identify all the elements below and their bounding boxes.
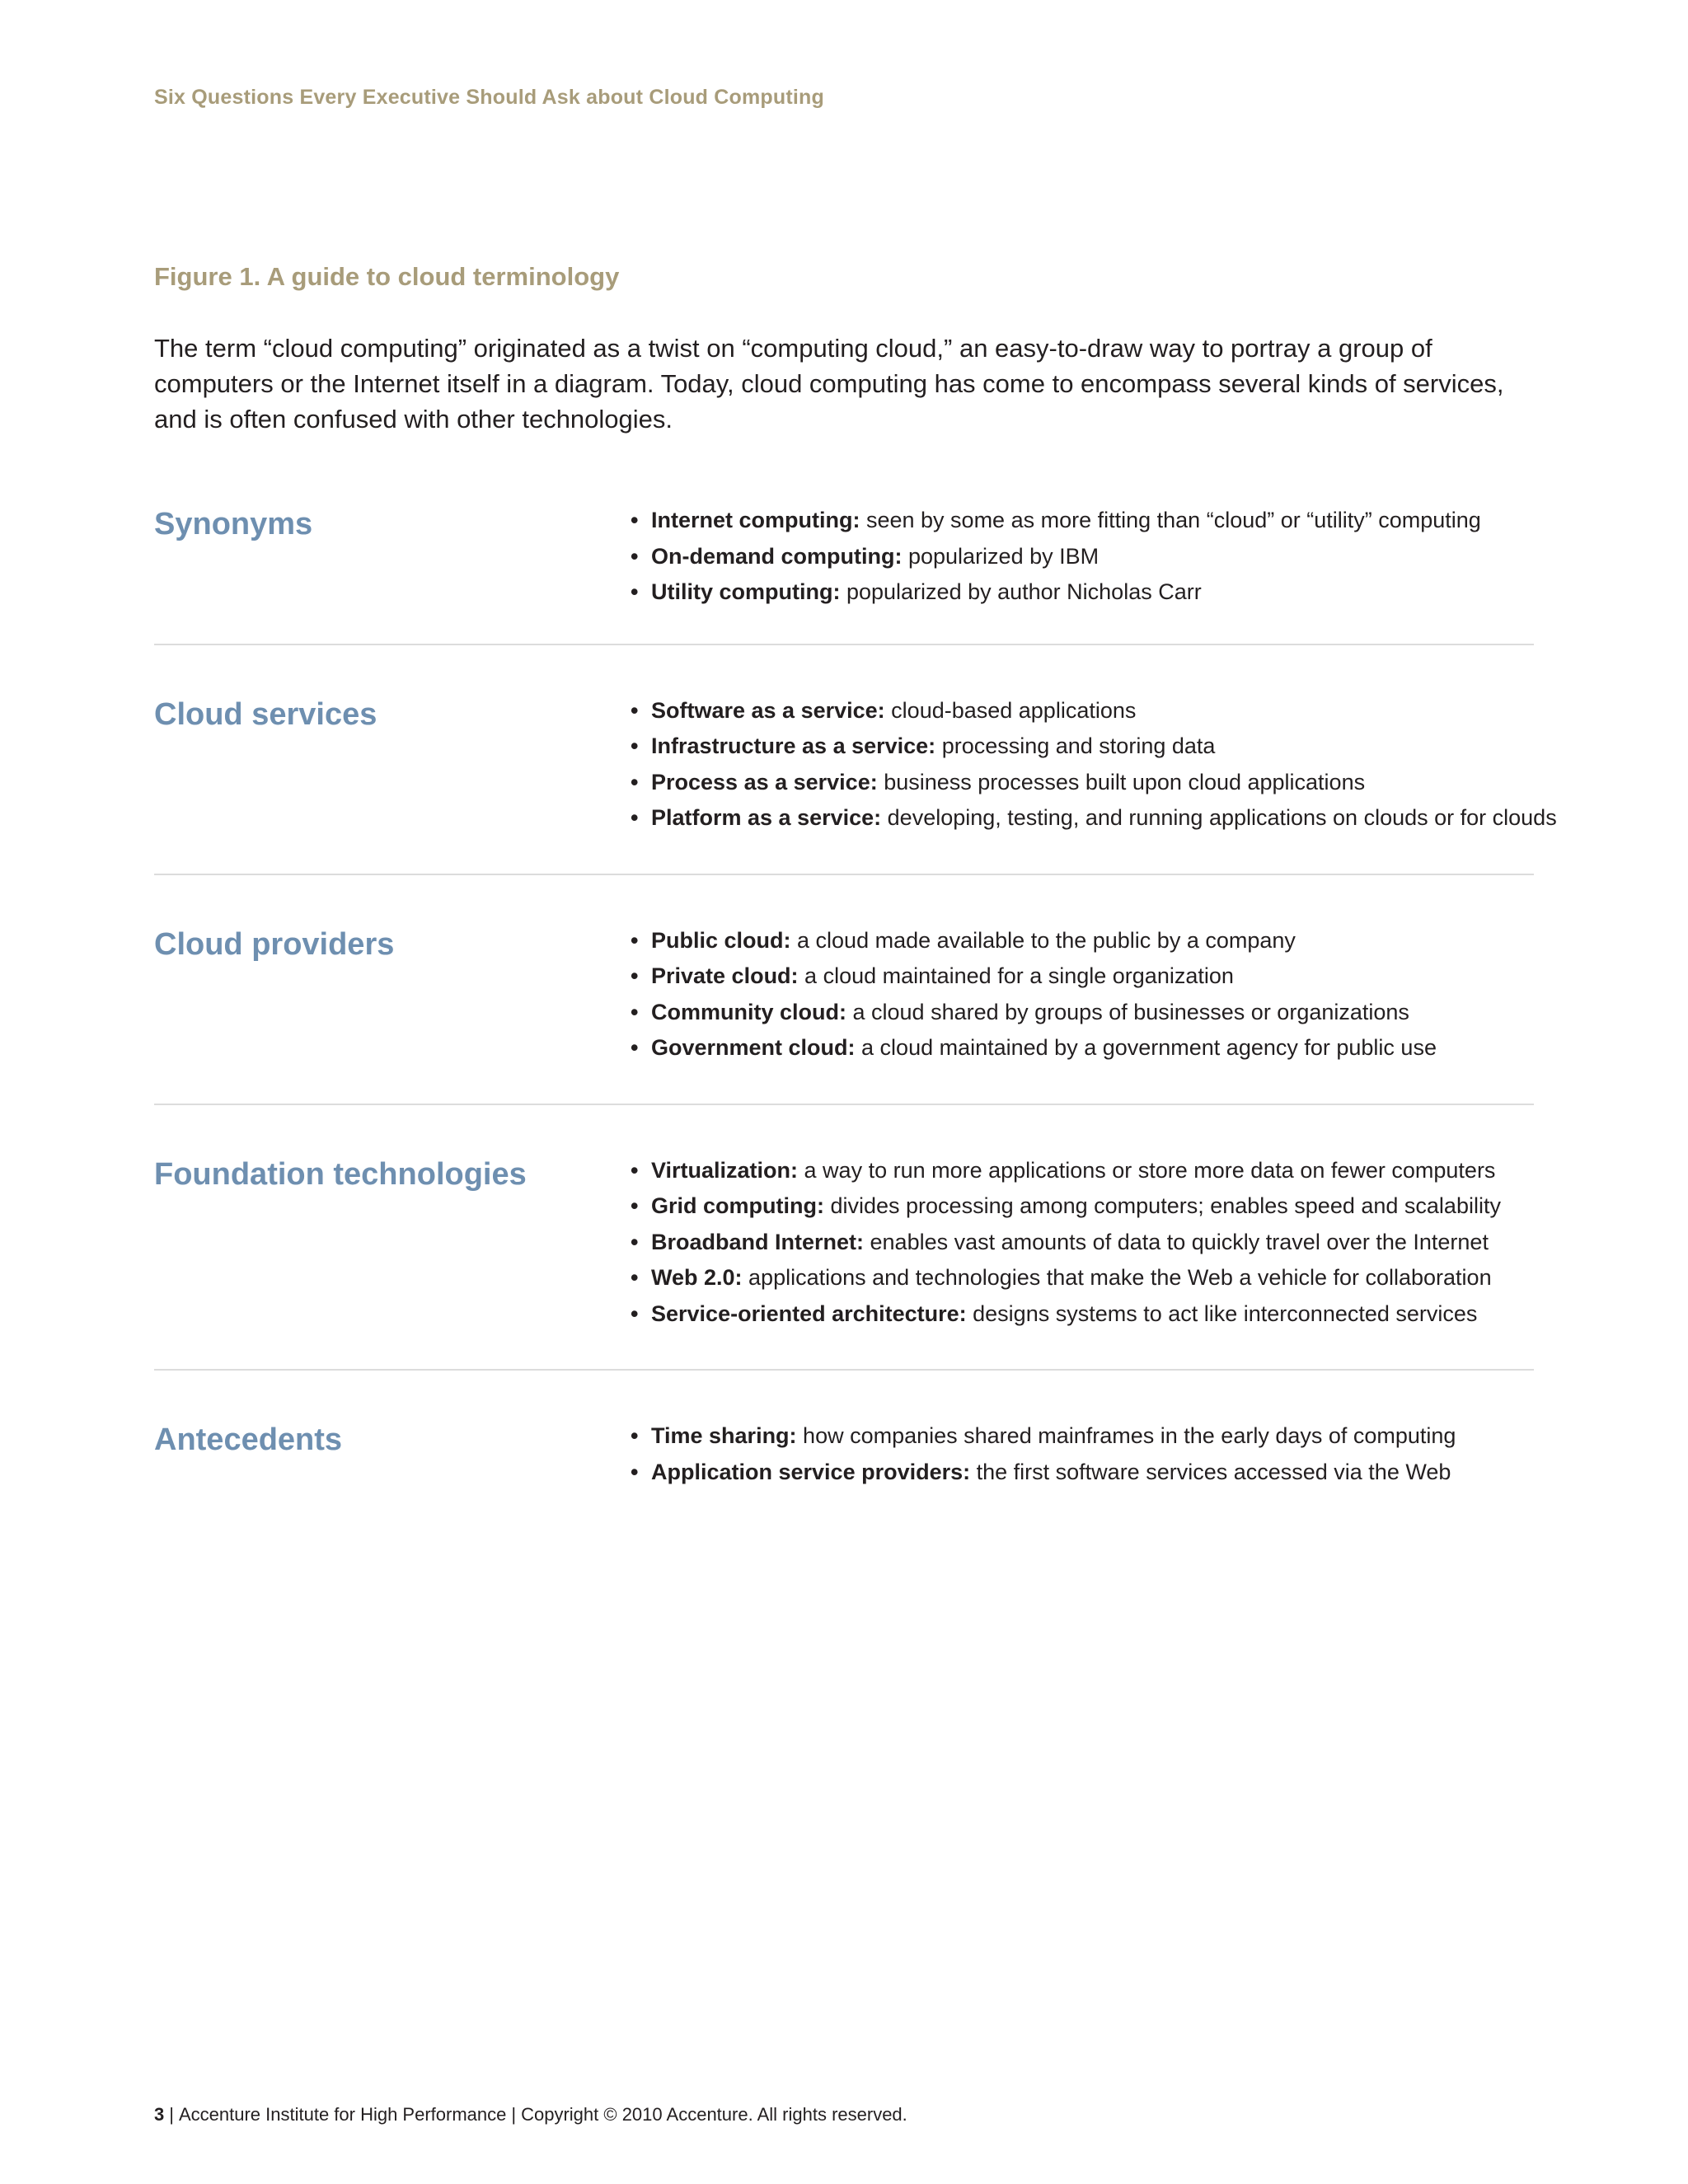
term-description: cloud-based applications	[884, 697, 1137, 723]
figure-intro: The term “cloud computing” originated as a twist on “computing cloud,” an easy-to-draw way to portray a group of computers or the Internet itself in a diagram. Today, cloud computing has come to encompass several kinds of services, and is often confused with other technologies.	[154, 334, 1504, 434]
term-description: a way to run more applications or store more data on fewer computers	[798, 1157, 1496, 1183]
term: Process as a service:	[651, 769, 878, 794]
term: On-demand computing:	[651, 543, 903, 569]
section-list	[631, 503, 1534, 611]
footer-separator: |	[169, 2104, 174, 2125]
section-list	[631, 1418, 1534, 1490]
bullet-icon: •	[631, 508, 639, 532]
section-heading: Synonyms	[154, 507, 313, 541]
term-description: a cloud shared by groups of businesses or organizations	[846, 999, 1409, 1024]
term: Private cloud:	[651, 963, 799, 988]
term: Public cloud:	[651, 927, 791, 953]
term-description: a cloud maintained by a government agency for public use	[855, 1035, 1437, 1060]
bullet-icon: •	[631, 805, 639, 830]
section-divider	[154, 644, 1534, 645]
list-item	[631, 995, 1534, 1031]
term-description: business processes built upon cloud applications	[877, 769, 1366, 794]
term-description: the first software services accessed via the Web	[970, 1459, 1451, 1484]
running-header: Six Questions Every Executive Should Ask about Cloud Computing	[154, 86, 824, 109]
term: Community cloud:	[651, 999, 846, 1024]
bullet-icon: •	[631, 1035, 639, 1060]
list-item	[631, 1455, 1534, 1491]
terminology-table	[154, 503, 1557, 1490]
list-item	[631, 1225, 1534, 1261]
section-heading: Foundation technologies	[154, 1156, 527, 1192]
section-heading: Cloud services	[154, 696, 377, 732]
bullet-icon: •	[631, 543, 639, 569]
term-description: divides processing among computers; enables speed and scalability	[823, 1193, 1501, 1218]
section-cloud-services	[154, 693, 1557, 837]
bullet-icon: •	[631, 1265, 639, 1290]
list-item	[631, 1418, 1534, 1455]
term: Application service providers:	[651, 1459, 971, 1484]
bullet-icon: •	[631, 1423, 639, 1448]
section-heading: Antecedents	[154, 1422, 343, 1457]
term-description: processing and storing data	[935, 733, 1216, 758]
section-heading: Cloud providers	[154, 926, 395, 962]
page-number: 3	[154, 2104, 165, 2125]
list-item	[631, 729, 1557, 765]
term: Broadband Internet:	[651, 1229, 865, 1254]
list-item	[631, 539, 1534, 575]
term-description: popularized by IBM	[902, 543, 1100, 569]
term: Platform as a service:	[651, 805, 882, 830]
list-item	[631, 958, 1534, 995]
bullet-icon: •	[631, 733, 639, 758]
bullet-icon: •	[631, 1459, 639, 1484]
term-description: a cloud made available to the public by a company	[790, 927, 1296, 953]
term: Internet computing:	[651, 508, 860, 532]
list-item	[631, 503, 1534, 539]
bullet-icon: •	[631, 963, 639, 988]
term-description: developing, testing, and running applications on clouds or for clouds	[881, 805, 1557, 830]
term: Service-oriented architecture:	[651, 1301, 967, 1326]
list-item	[631, 765, 1557, 801]
term: Web 2.0:	[651, 1265, 743, 1290]
page-footer	[154, 2104, 907, 2125]
term-description: applications and technologies that make the Web a vehicle for collaboration	[742, 1265, 1492, 1290]
section-foundation-technologies	[154, 1153, 1534, 1333]
footer-separator: |	[511, 2104, 517, 2125]
list-item	[631, 1260, 1534, 1296]
bullet-icon: •	[631, 579, 639, 604]
term: Utility computing:	[651, 579, 841, 604]
term-description: enables vast amounts of data to quickly travel over the Internet	[864, 1229, 1489, 1254]
term: Virtualization:	[651, 1157, 799, 1183]
term-description: seen by some as more fitting than “cloud” or “utility” computing	[860, 508, 1481, 532]
term-description: how companies shared mainframes in the early days of computing	[796, 1423, 1456, 1448]
section-divider	[154, 874, 1534, 875]
term: Infrastructure as a service:	[651, 733, 936, 758]
bullet-icon: •	[631, 1229, 639, 1254]
term: Time sharing:	[651, 1423, 797, 1448]
list-item	[631, 1030, 1534, 1066]
section-antecedents	[154, 1418, 1534, 1490]
list-item	[631, 923, 1534, 959]
bullet-icon: •	[631, 1301, 639, 1326]
section-list	[631, 693, 1557, 837]
term-description: popularized by author Nicholas Carr	[840, 579, 1202, 604]
list-item	[631, 800, 1557, 837]
bullet-icon: •	[631, 769, 639, 794]
term-description: a cloud maintained for a single organization	[798, 963, 1234, 988]
list-item	[631, 1153, 1534, 1189]
section-divider	[154, 1104, 1534, 1105]
section-list	[631, 923, 1534, 1066]
section-cloud-providers	[154, 923, 1534, 1066]
term-description: designs systems to act like interconnected services	[966, 1301, 1478, 1326]
figure-title: Figure 1. A guide to cloud terminology	[154, 262, 620, 291]
footer-organization: Accenture Institute for High Performance	[178, 2104, 507, 2125]
list-item	[631, 693, 1557, 729]
footer-copyright: Copyright © 2010 Accenture. All rights reserved.	[521, 2104, 907, 2125]
term: Software as a service:	[651, 697, 885, 723]
list-item	[631, 574, 1534, 611]
bullet-icon: •	[631, 927, 639, 953]
term: Grid computing:	[651, 1193, 824, 1218]
section-divider	[154, 1369, 1534, 1371]
bullet-icon: •	[631, 999, 639, 1024]
list-item	[631, 1188, 1534, 1225]
bullet-icon: •	[631, 697, 639, 723]
term: Government cloud:	[651, 1035, 856, 1060]
section-synonyms	[154, 503, 1534, 611]
section-list	[631, 1153, 1534, 1333]
bullet-icon: •	[631, 1157, 639, 1183]
list-item	[631, 1296, 1534, 1333]
bullet-icon: •	[631, 1193, 639, 1218]
